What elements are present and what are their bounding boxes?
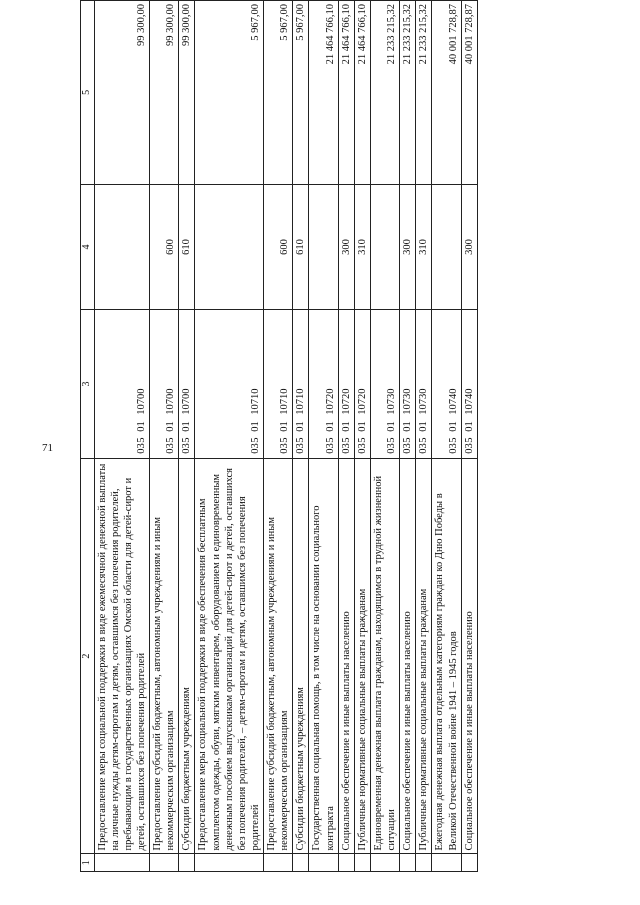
measure-code: 01: [295, 421, 307, 432]
row-number-cell: [338, 854, 354, 872]
classification-code-cell: [309, 310, 338, 459]
expense-type-cell: 300: [400, 184, 416, 310]
table-row: [94, 1, 150, 872]
classification-code-cell: [338, 310, 354, 459]
direction-code: 10730: [386, 388, 397, 415]
expense-name-cell: Предоставление меры социальной поддержки в виде ежемесячной денежной выплаты на личные нужды детям-сиротам и детям, оставшимся без попечения родителей, пребывающим в государственных организациях Омской области для детей-сирот и детей, оставшихся без попечения родителей: [94, 458, 150, 854]
direction-code: 10710: [295, 388, 307, 415]
row-number-cell: [195, 854, 264, 872]
row-number-cell: [432, 854, 461, 872]
measure-code: 01: [447, 421, 459, 432]
amount-cell: 99 300,00: [150, 1, 179, 185]
direction-code: 10710: [279, 388, 291, 415]
row-number-cell: [150, 854, 179, 872]
measure-code: 01: [324, 421, 336, 432]
subprogram-code: 5: [356, 437, 368, 443]
table-row: [195, 1, 264, 872]
measure-code: 01: [181, 421, 193, 432]
classification-code-cell: [416, 310, 432, 459]
header-cell: 3: [81, 310, 95, 459]
expense-name-cell: Субсидии бюджетным учреждениям: [179, 458, 195, 854]
table-row: [338, 1, 354, 872]
measure-code: 01: [279, 421, 291, 432]
measure-code: 01: [402, 421, 414, 432]
budget-table-body: [81, 1, 478, 872]
program-code: 03: [386, 443, 397, 454]
expense-type-cell: [94, 184, 150, 310]
table-row: [309, 1, 338, 872]
row-number-cell: [179, 854, 195, 872]
table-row: [293, 1, 309, 872]
amount-cell: 5 967,00: [293, 1, 309, 185]
classification-code-cell: [461, 310, 477, 459]
page-number: 71: [42, 442, 53, 454]
program-code: 03: [402, 443, 414, 454]
table-row: [370, 1, 399, 872]
program-code: 03: [279, 443, 291, 454]
classification-code-cell: [179, 310, 195, 459]
subprogram-code: 5: [463, 437, 475, 443]
classification-code-cell: [264, 310, 293, 459]
expense-type-cell: [195, 184, 264, 310]
expense-name-cell: Единовременная денежная выплата гражданам, находящимся в трудной жизненной ситуации: [370, 458, 399, 854]
direction-code: 10740: [463, 388, 475, 415]
table-row: [150, 1, 179, 872]
expense-name-cell: Предоставление субсидий бюджетным, автономным учреждениям и иным некоммерческим организациям: [150, 458, 179, 854]
subprogram-code: 5: [324, 437, 336, 443]
table-row: [179, 1, 195, 872]
amount-cell: 5 967,00: [195, 1, 264, 185]
header-cell: 2: [81, 458, 95, 854]
measure-code: 01: [418, 421, 430, 432]
expense-type-cell: 300: [461, 184, 477, 310]
expense-type-cell: 300: [338, 184, 354, 310]
subprogram-code: 5: [249, 437, 261, 443]
measure-code: 01: [249, 421, 261, 432]
expense-name-cell: Социальное обеспечение и иные выплаты населению: [400, 458, 416, 854]
expense-type-cell: 600: [150, 184, 179, 310]
amount-cell: 99 300,00: [94, 1, 150, 185]
expense-name-cell: Социальное обеспечение и иные выплаты населению: [338, 458, 354, 854]
expense-type-cell: [370, 184, 399, 310]
header-cell: 4: [81, 184, 95, 310]
classification-code-cell: [370, 310, 399, 459]
row-number-cell: [94, 854, 150, 872]
expense-name-cell: Социальное обеспечение и иные выплаты населению: [461, 458, 477, 854]
program-code: 03: [418, 443, 430, 454]
direction-code: 10700: [181, 388, 193, 415]
row-number-cell: [461, 854, 477, 872]
expense-type-cell: 310: [354, 184, 370, 310]
measure-code: 01: [135, 421, 147, 432]
expense-name-cell: Публичные нормативные социальные выплаты гражданам: [416, 458, 432, 854]
rotated-page-content: [80, 0, 612, 872]
amount-cell: 5 967,00: [264, 1, 293, 185]
expense-type-cell: 610: [293, 184, 309, 310]
direction-code: 10720: [340, 388, 352, 415]
subprogram-code: 5: [135, 437, 147, 443]
header-row: [81, 1, 95, 872]
table-row: [354, 1, 370, 872]
expense-name-cell: Ежегодная денежная выплата отдельным категориям граждан ко Дню Победы в Великой Отечественной войне 1941 – 1945 годов: [432, 458, 461, 854]
classification-code-cell: [195, 310, 264, 459]
table-row: [432, 1, 461, 872]
direction-code: 10730: [418, 388, 430, 415]
classification-code-cell: [293, 310, 309, 459]
expense-name-cell: Предоставление меры социальной поддержки в виде обеспечения бесплатным комплектом одежды, обуви, мягким инвентарем, оборудованием и единовременным денежным пособием выпускникам организаций для детей-сирот и детей, оставшихся без попечения родителей, – детям-сиротам и детям, оставшимся без попечения родителей: [195, 458, 264, 854]
subprogram-code: 5: [386, 437, 397, 443]
classification-code-cell: [400, 310, 416, 459]
direction-code: 10730: [402, 388, 414, 415]
measure-code: 01: [463, 421, 475, 432]
program-code: 03: [447, 443, 459, 454]
row-number-cell: [309, 854, 338, 872]
row-number-cell: [416, 854, 432, 872]
measure-code: 01: [340, 421, 352, 432]
table-row: [400, 1, 416, 872]
subprogram-code: 5: [418, 437, 430, 443]
measure-code: 01: [356, 421, 368, 432]
amount-cell: 40 001 728,87: [461, 1, 477, 185]
amount-cell: 40 001 728,87: [432, 1, 461, 185]
amount-cell: 21 233 215,32: [370, 1, 399, 185]
row-number-cell: [400, 854, 416, 872]
classification-code-cell: [354, 310, 370, 459]
classification-code-cell: [150, 310, 179, 459]
subprogram-code: 5: [165, 437, 177, 443]
direction-code: 10740: [447, 388, 459, 415]
row-number-cell: [293, 854, 309, 872]
classification-code-cell: [94, 310, 150, 459]
measure-code: 01: [386, 421, 397, 432]
budget-table: [80, 0, 478, 872]
expense-name-cell: Государственная социальная помощь, в том числе на основании социального контракта: [309, 458, 338, 854]
direction-code: 10700: [165, 388, 177, 415]
expense-type-cell: 600: [264, 184, 293, 310]
subprogram-code: 5: [295, 437, 307, 443]
subprogram-code: 5: [181, 437, 193, 443]
amount-cell: 21 464 766,10: [338, 1, 354, 185]
row-number-cell: [264, 854, 293, 872]
amount-cell: 21 464 766,10: [354, 1, 370, 185]
classification-code-cell: [432, 310, 461, 459]
expense-type-cell: 310: [416, 184, 432, 310]
direction-code: 10700: [135, 388, 147, 415]
expense-type-cell: 610: [179, 184, 195, 310]
row-number-cell: [370, 854, 399, 872]
amount-cell: 21 233 215,32: [400, 1, 416, 185]
program-code: 03: [249, 443, 261, 454]
program-code: 03: [135, 443, 147, 454]
amount-cell: 21 464 766,10: [309, 1, 338, 185]
program-code: 03: [165, 443, 177, 454]
direction-code: 10720: [324, 388, 336, 415]
program-code: 03: [463, 443, 475, 454]
program-code: 03: [340, 443, 352, 454]
expense-type-cell: [432, 184, 461, 310]
direction-code: 10720: [356, 388, 368, 415]
subprogram-code: 5: [279, 437, 291, 443]
program-code: 03: [181, 443, 193, 454]
header-cell: 1: [81, 854, 95, 872]
subprogram-code: 5: [340, 437, 352, 443]
subprogram-code: 5: [402, 437, 414, 443]
subprogram-code: 5: [447, 437, 459, 443]
direction-code: 10710: [249, 388, 261, 415]
expense-name-cell: Публичные нормативные социальные выплаты гражданам: [354, 458, 370, 854]
header-cell: 5: [81, 1, 95, 185]
program-code: 03: [324, 443, 336, 454]
row-number-cell: [354, 854, 370, 872]
table-row: [416, 1, 432, 872]
expense-name-cell: Субсидии бюджетным учреждениям: [293, 458, 309, 854]
table-row: [461, 1, 477, 872]
program-code: 03: [295, 443, 307, 454]
amount-cell: 21 233 215,32: [416, 1, 432, 185]
expense-name-cell: Предоставление субсидий бюджетным, автономным учреждениям и иным некоммерческим организациям: [264, 458, 293, 854]
measure-code: 01: [165, 421, 177, 432]
amount-cell: 99 300,00: [179, 1, 195, 185]
table-row: [264, 1, 293, 872]
program-code: 03: [356, 443, 368, 454]
expense-type-cell: [309, 184, 338, 310]
